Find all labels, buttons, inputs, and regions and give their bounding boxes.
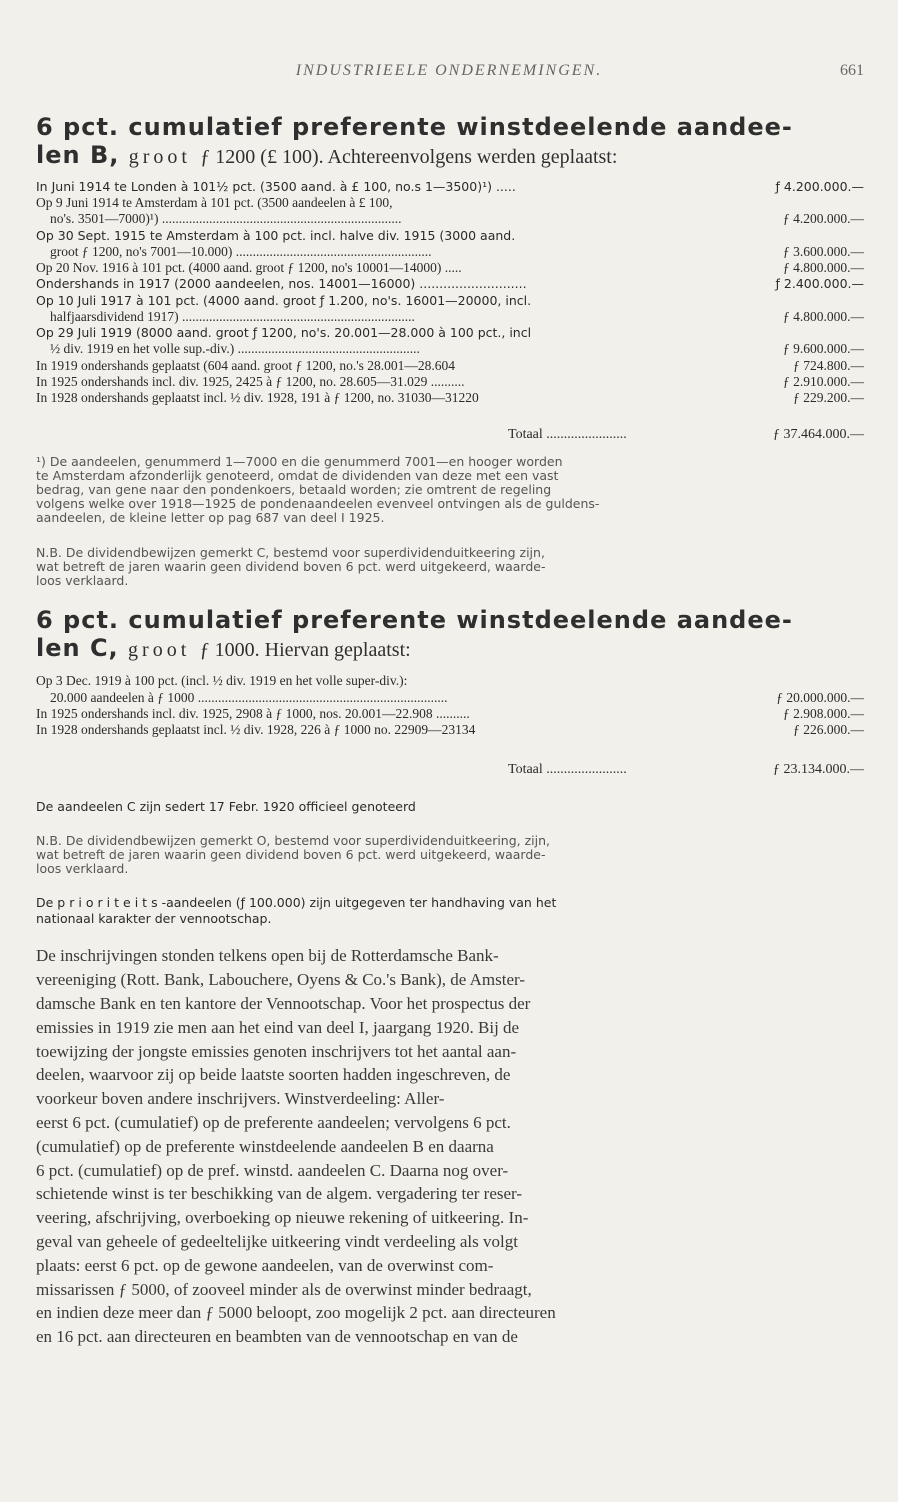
entry-row: In 1928 ondershands geplaatst incl. ½ div. 1928, 226 à ƒ 1000 no. 22909—23134 ƒ 226.000.— [36, 722, 864, 737]
entry-row: Op 30 Sept. 1915 te Amsterdam à 100 pct. incl. halve div. 1915 (3000 aand. [36, 228, 516, 243]
entry-row: Op 29 Juli 1919 (8000 aand. groot ƒ 1200, no's. 20.001—28.000 à 100 pct., incl [36, 325, 532, 340]
page-number: 661 [840, 62, 864, 79]
entry-amount: ƒ 3.600.000.— [783, 244, 864, 259]
entry-row: In 1925 ondershands incl. div. 1925, 2908 à ƒ 1000, nos. 20.001—22.908 .......... ƒ 2.908.000.— [36, 706, 864, 721]
entry-amount: ƒ 4.200.000.— [775, 179, 864, 194]
section-c-heading-2 [36, 634, 868, 664]
body-line: veering, afschrijving, overboeking op nieuwe rekening of uitkeering. In- [36, 1208, 529, 1227]
section-b-totaal-amount: ƒ 37.464.000.— [773, 427, 864, 442]
entry-row: In 1919 ondershands geplaatst (604 aand. groot ƒ 1200, no.'s 28.001—28.604 ƒ 724.800.— [36, 358, 864, 373]
section-c-heading-line2: len C, [36, 634, 119, 662]
body-line: missarissen ƒ 5000, of zooveel minder als de overwinst minder bedraagt, [36, 1280, 532, 1299]
nb-line: loos verklaard. [36, 573, 129, 588]
entry-amount: ƒ 226.000.— [793, 722, 864, 737]
entry-row: In 1928 ondershands geplaatst incl. ½ div. 1928, 191 à ƒ 1200, no. 31030—31220 ƒ 229.200.— [36, 390, 864, 405]
entry-row: Ondershands in 1917 (2000 aandeelen, nos. 14001—16000) ........................... ƒ 2.400.000.— [36, 276, 864, 291]
running-header [34, 62, 864, 86]
entry-amount: ƒ 2.400.000.— [775, 276, 864, 291]
body-line: (cumulatief) op de preferente winstdeelende aandeelen B en daarna [36, 1137, 494, 1156]
nb-line: N.B. De dividendbewijzen gemerkt O, bestemd voor superdividenduitkeering, zijn, [36, 833, 551, 848]
entry-row: 20.000 aandeelen à ƒ 1000 .......................................................................... ƒ 20.000.000.— [50, 690, 864, 705]
section-c-heading [36, 606, 868, 634]
body-line: geval van geheele of gedeeltelijke uitkeering vindt verdeeling als volgt [36, 1232, 518, 1251]
nb-line: wat betreft de jaren waarin geen dividend boven 6 pct. werd uitgekeerd, waarde- [36, 847, 546, 862]
nb-line: N.B. De dividendbewijzen gemerkt C, bestemd voor superdividenduitkeering zijn, [36, 545, 545, 560]
entry-amount: ƒ 20.000.000.— [776, 690, 864, 705]
body-line: en 16 pct. aan directeuren en beambten van de vennootschap en van de [36, 1327, 518, 1346]
body-line: emissies in 1919 zie men aan het eind van deel I, jaargang 1920. Bij de [36, 1018, 520, 1037]
entry-row: groot ƒ 1200, no's 7001—10.000) .......................................................... ƒ 3.600.000.— [50, 244, 864, 259]
body-line: voorkeur boven andere inschrijvers. Winstverdeeling: Aller- [36, 1089, 445, 1108]
entry-row: In Juni 1914 te Londen à 101½ pct. (3500 aand. à £ 100, no.s 1—3500)¹) ..... ƒ 4.200.000.— [36, 179, 864, 194]
entry-amount: ƒ 4.800.000.— [783, 260, 864, 275]
body-line: damsche Bank en ten kantore der Vennootschap. Voor het prospectus der [36, 994, 531, 1013]
section-b-heading-rest: ƒ 1200 (£ 100). Achtereenvolgens werden geplaatst: [200, 146, 618, 168]
body-line: en indien deze meer dan ƒ 5000 beloopt, zoo mogelijk 2 pct. aan directeuren [36, 1303, 556, 1322]
priority-shares-line-2: nationaal karakter der vennootschap. [36, 911, 272, 926]
entry-amount: ƒ 2.908.000.— [783, 706, 864, 721]
section-b-heading-line1: 6 pct. cumulatief preferente winstdeelende aandee- [36, 113, 793, 141]
section-c-heading-groot: groot [128, 639, 191, 661]
entry-row: In 1925 ondershands incl. div. 1925, 2425 à ƒ 1200, no. 28.605—31.029 .......... ƒ 2.910.000.— [36, 374, 864, 389]
nb-line: wat betreft de jaren waarin geen dividend boven 6 pct. werd uitgekeerd, waarde- [36, 559, 546, 574]
entry-amount: ƒ 229.200.— [793, 390, 864, 405]
entry-row: ½ div. 1919 en het volle sup.-div.) ...................................................... ƒ 9.600.000.— [50, 341, 864, 356]
body-line: 6 pct. (cumulatief) op de pref. winstd. aandeelen C. Daarna nog over- [36, 1161, 509, 1180]
footnote-line: volgens welke over 1918—1925 de pondenaandeelen evenveel ontvingen als de guldens- [36, 496, 600, 511]
body-line: plaats: eerst 6 pct. op de gewone aandeelen, van de overwinst com- [36, 1256, 494, 1275]
entry-amount: ƒ 724.800.— [793, 358, 864, 373]
section-b-heading-2 [36, 141, 868, 171]
entry-amount: ƒ 4.800.000.— [783, 309, 864, 324]
entry-row: Op 10 Juli 1917 à 101 pct. (4000 aand. groot ƒ 1.200, no's. 16001—20000, incl. [36, 293, 532, 308]
body-line: schietende winst is ter beschikking van de algem. vergadering ter reser- [36, 1184, 523, 1203]
entry-amount: ƒ 9.600.000.— [783, 341, 864, 356]
header-title: INDUSTRIEELE ONDERNEMINGEN. [295, 62, 603, 79]
section-b-heading [36, 113, 868, 141]
nb-line: loos verklaard. [36, 861, 129, 876]
section-c-totaal-label: Totaal ....................... [508, 762, 627, 777]
entry-row: Op 20 Nov. 1916 à 101 pct. (4000 aand. groot ƒ 1200, no's 10001—14000) ..... ƒ 4.800.000.— [36, 260, 864, 275]
footnote-line: te Amsterdam afzonderlijk genoteerd, omdat de dividenden van deze met een vast [36, 468, 559, 483]
entry-row: Op 9 Juni 1914 te Amsterdam à 101 pct. (3500 aandeelen à £ 100, [36, 195, 393, 210]
body-line: vereeniging (Rott. Bank, Labouchere, Oyens & Co.'s Bank), de Amster- [36, 970, 525, 989]
section-b-heading-groot: groot [128, 146, 191, 168]
section-c-heading-rest: ƒ 1000. Hiervan geplaatst: [199, 639, 411, 661]
section-c-noted: De aandeelen C zijn sedert 17 Febr. 1920 officieel genoteerd [36, 799, 416, 814]
footnote-line: bedrag, van gene naar den pondenkoers, betaald worden; zie omtrent de regeling [36, 482, 552, 497]
priority-shares-line: De prioriteits-aandeelen (ƒ 100.000) zijn uitgegeven ter handhaving van het [36, 895, 557, 910]
body-line: De inschrijvingen stonden telkens open bij de Rotterdamsche Bank- [36, 946, 499, 965]
entry-row: Op 3 Dec. 1919 à 100 pct. (incl. ½ div. 1919 en het volle super-div.): [36, 673, 408, 688]
body-line: eerst 6 pct. (cumulatief) op de preferente aandeelen; vervolgens 6 pct. [36, 1113, 511, 1132]
entry-amount: ƒ 4.200.000.— [783, 211, 864, 226]
section-c-heading-line1: 6 pct. cumulatief preferente winstdeelende aandee- [36, 606, 793, 634]
section-b-heading-line2: len B, [36, 141, 120, 169]
body-line: deelen, waarvoor zij op beide laatste soorten hadden ingeschreven, de [36, 1065, 511, 1084]
body-line: toewijzing der jongste emissies genoten inschrijvers tot het aantal aan- [36, 1042, 517, 1061]
entry-amount: ƒ 2.910.000.— [783, 374, 864, 389]
footnote-line: ¹) De aandeelen, genummerd 1—7000 en die genummerd 7001—en hooger worden [36, 454, 563, 469]
entry-row: halfjaarsdividend 1917) ..................................................................... ƒ 4.800.000.— [50, 309, 864, 324]
section-b-totaal-label: Totaal ....................... [508, 427, 627, 442]
entry-row: no's. 3501—7000)¹) ....................................................................... ƒ 4.200.000.— [50, 211, 864, 226]
footnote-line: aandeelen, de kleine letter op pag 687 van deel I 1925. [36, 510, 385, 525]
section-c-totaal-amount: ƒ 23.134.000.— [773, 762, 864, 777]
